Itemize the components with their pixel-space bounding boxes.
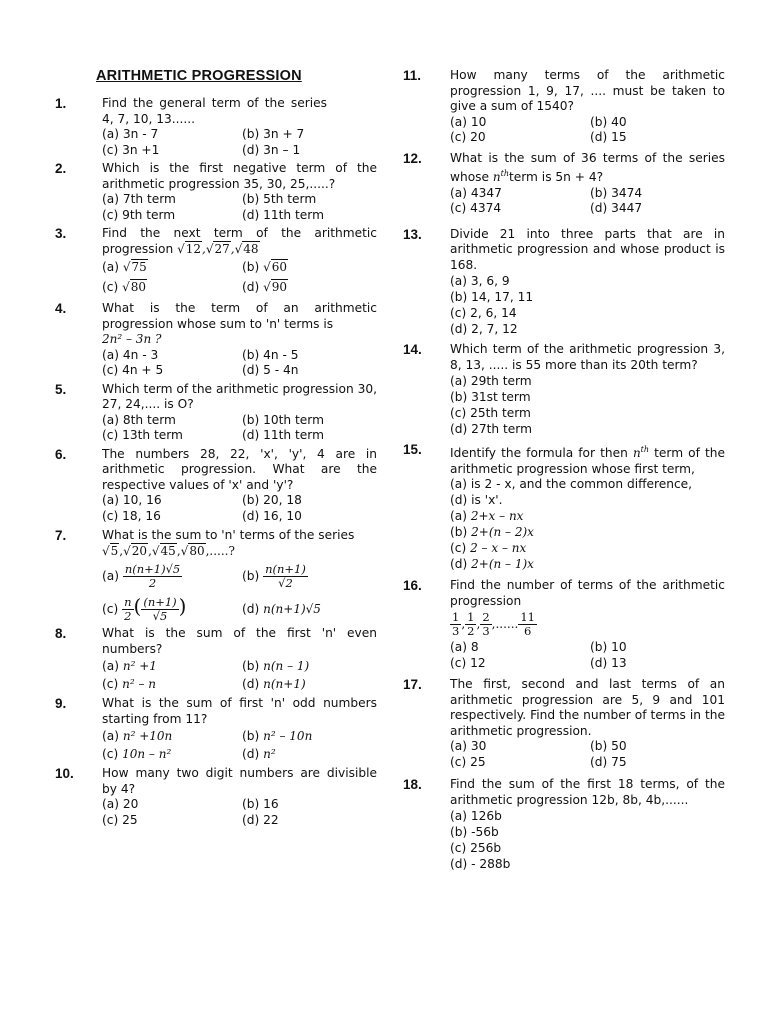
right-column [403,68,725,872]
question-text: Which is the first negative term of the arithmetic progression 35, 30, 25,.....? [102,161,377,191]
question-text: How many two digit numbers are divisible by 4? [102,766,377,796]
question-text: The numbers 28, 22, 'x', 'y', 4 are in arithmetic progression. What are the respective values of 'x' and 'y'? [102,446,377,492]
option-c: (c) 13th term [102,428,183,442]
option-b: (b) 10th term [242,412,324,427]
option-a: (a) 8th term [102,412,176,427]
option-a: (a) 4n - 3 [102,347,159,362]
option-b: (b) 3n + 7 [242,127,305,141]
question-number: 11. [403,68,422,83]
option-c: (c) 20 [450,130,486,144]
question-number: 15. [403,442,422,457]
question-13 [403,227,725,338]
option-b: (b) 10 [590,640,627,654]
question-text [102,226,377,257]
question-text: What is the sum of first 'n' odd numbers starting from 11? [102,696,377,726]
option-c: (c) 4374 [450,201,502,215]
option-d: (d) 3n – 1 [242,142,301,157]
options [102,127,377,158]
page-title: ARITHMETIC PROGRESSION [96,68,302,84]
option-b: (b) √60 [242,260,288,274]
radicand: 48 [243,241,259,256]
options [102,493,377,524]
option-a: (a) 8 [450,640,479,654]
options [450,186,725,217]
question-10 [55,766,377,828]
option-a: (a) √75 [102,260,147,274]
question-text: Find the sum of the first 18 terms, of the arithmetic progression 12b, 8b, 4b,...... [450,777,725,807]
options [450,373,725,437]
question-12 [403,151,725,217]
series-expression: √5,√20,√45,√80,.....? [102,543,235,558]
question-14 [403,342,725,437]
option-c: (c) 18, 16 [102,508,161,523]
option-b: (b) $\frac{n(n+1)}{√2}$ [242,562,306,590]
option-b: (b) 3474 [590,185,643,200]
option-b: (b) -56b [450,825,499,839]
options [450,739,725,770]
question-number: 9. [55,696,67,711]
question-number: 1. [55,96,67,111]
options [102,797,377,828]
option-a: (a) n² +1 [102,659,157,673]
sum-expression: 2n² – 3n ? [102,332,162,346]
option-a: (a) 29th term [450,374,532,388]
option-d: (d) n(n+1) [242,677,306,691]
option-d: (d) 22 [242,812,279,827]
option-d: (d) 75 [590,754,627,769]
option-b: (b) 4n - 5 [242,347,299,362]
option-c: (c) 2, 6, 14 [450,306,517,320]
option-d: (d) 16, 10 [242,508,302,523]
option-b: (b) 50 [590,739,627,753]
option-c: (c) 4n + 5 [102,363,164,377]
option-d: (d) 2, 7, 12 [450,322,518,336]
options [102,563,377,623]
options [450,640,725,671]
question-number: 14. [403,342,422,357]
option-a: (a) 4347 [450,185,502,200]
option-c: (c) n² – n [102,677,156,691]
question-number: 13. [403,226,422,242]
question-number: 4. [55,301,67,316]
options [102,413,377,444]
option-a: (a) 7th term [102,192,176,206]
question-number: 18. [403,777,422,792]
series-expression: √12,√27,√48 [177,241,259,256]
option-c: (c) √80 [102,280,147,294]
question-text: How many terms of the arithmetic progression 1, 9, 17, .... must be taken to give a sum of 1540? [450,68,725,113]
question-number: 17. [403,677,422,692]
options [450,508,725,572]
question-number: 8. [55,626,67,641]
option-d: (d) 11th term [242,428,324,442]
question-text: The first, second and last terms of an arithmetic progression are 5, 9 and 101 respectively. Find the number of terms in the arithmetic progression. [450,677,725,738]
option-a: (a) 20 [102,797,139,811]
question-number: 5. [55,381,67,397]
option-a: (a) $\frac{n(n+1)√5}{2}$ [102,562,181,590]
option-b: (b) 20, 18 [242,493,302,507]
options [102,727,377,763]
question-number: 6. [55,446,67,462]
option-a: (a) 3, 6, 9 [450,274,510,288]
option-b: (b) 31st term [450,390,531,404]
options [450,273,725,337]
radicand: 27 [214,241,230,256]
option-a: (a) 30 [450,739,487,753]
option-c: (c) 10n – n² [102,747,172,761]
question-1 [55,96,377,158]
question-number: 3. [55,226,67,241]
option-c: (c) 9th term [102,207,176,222]
option-b: (b) 14, 17, 11 [450,290,534,304]
option-d: (d) 3447 [590,201,643,215]
left-column [55,96,377,828]
series-expression: $\frac{1}{3}$ , $\frac{1}{2}$ , $\frac{2}{3}$ ,...... $\frac{11}{6}$ [452,610,535,638]
option-d: (d) - 288b [450,857,511,871]
option-b: (b) 5th term [242,192,317,206]
question-text: Find the general term of the series 4, 7, 10, 13...... [102,96,327,126]
question-number: 7. [55,528,67,543]
option-b: (b) n(n – 1) [242,659,310,673]
option-a: (a) 10 [450,114,487,129]
question-16 [403,578,725,671]
option-d: (d) n(n+1)√5 [242,601,321,616]
question-number: 12. [403,150,422,166]
question-18 [403,777,725,872]
question-text: What is the sum of the first 'n' even numbers? [102,626,377,656]
question-text: What is the sum to 'n' terms of the series [102,528,355,542]
question-8 [55,626,377,693]
option-a: (a) n² +10n [102,729,173,743]
option-c: (c) 256b [450,841,502,855]
option-c: (c) $\frac{n}{2}$ ( $\frac{(n+1)}{√5}$ ) [102,594,187,623]
option-a: (a) 3n - 7 [102,127,159,141]
option-d: (d) 13 [590,655,627,670]
question-15 [403,442,725,572]
option-b: (b) 40 [590,114,627,129]
radicand: 12 [185,241,201,256]
question-text: Find the number of terms of the arithmetic progression [450,578,725,608]
option-d: (d) n² [242,747,276,761]
question-line: (d) is 'x'. [450,492,503,507]
option-d: (d) 15 [590,130,627,144]
option-d: (d) 11th term [242,207,324,222]
question-3 [55,226,377,297]
question-number: 2. [55,161,67,176]
option-a: (a) 10, 16 [102,493,162,507]
question-7 [55,528,377,623]
option-a: (a) 2+x – nx [450,509,524,523]
options [102,657,377,693]
question-text-main: Find the next term of the arithmetic progression [102,226,377,256]
options [102,192,377,223]
option-c: (c) 25 [450,754,486,769]
question-number: 10. [55,766,74,781]
question-17 [403,677,725,770]
option-c: (c) 25 [102,812,138,827]
option-c: (c) 25th term [450,406,531,420]
option-c: (c) 2 – x – nx [450,541,527,555]
question-text: Which term of the arithmetic progression 3, 8, 13, ..... is 55 more than its 20th term? [450,342,725,372]
option-d: (d) √90 [242,280,288,294]
question-6 [55,447,377,525]
option-b: (b) 2+(n – 2)x [450,525,534,539]
options [102,348,377,379]
option-d: (d) 5 - 4n [242,363,299,377]
question-line: (a) is 2 - x, and the common difference, [450,477,693,491]
question-9 [55,696,377,763]
question-text: What is the sum of 36 terms of the series whose $n^{th}term$ is 5n + 4? [450,150,725,184]
question-2 [55,161,377,223]
option-a: (a) 126b [450,809,502,823]
option-c: (c) 12 [450,655,486,670]
option-b: (b) 16 [242,797,279,811]
question-text: Which term of the arithmetic progression 30, 27, 24,.... is O? [102,381,377,411]
question-text: Identify the formula for then $n^{th}$ term of the arithmetic progression whose first term, [450,445,726,476]
question-text: What is the term of an arithmetic progression whose sum to 'n' terms is [102,301,377,331]
question-4 [55,301,377,379]
question-11 [403,68,725,146]
option-b: (b) n² – 10n [242,729,313,743]
option-d: (d) 2+(n – 1)x [450,557,534,571]
question-number: 16. [403,578,422,593]
options [450,808,725,872]
option-d: (d) 27th term [450,422,532,436]
options [102,257,377,297]
options [450,115,725,146]
question-text: Divide 21 into three parts that are in arithmetic progression and whose product is 168. [450,226,725,272]
question-5 [55,382,377,444]
option-c: (c) 3n +1 [102,142,160,157]
